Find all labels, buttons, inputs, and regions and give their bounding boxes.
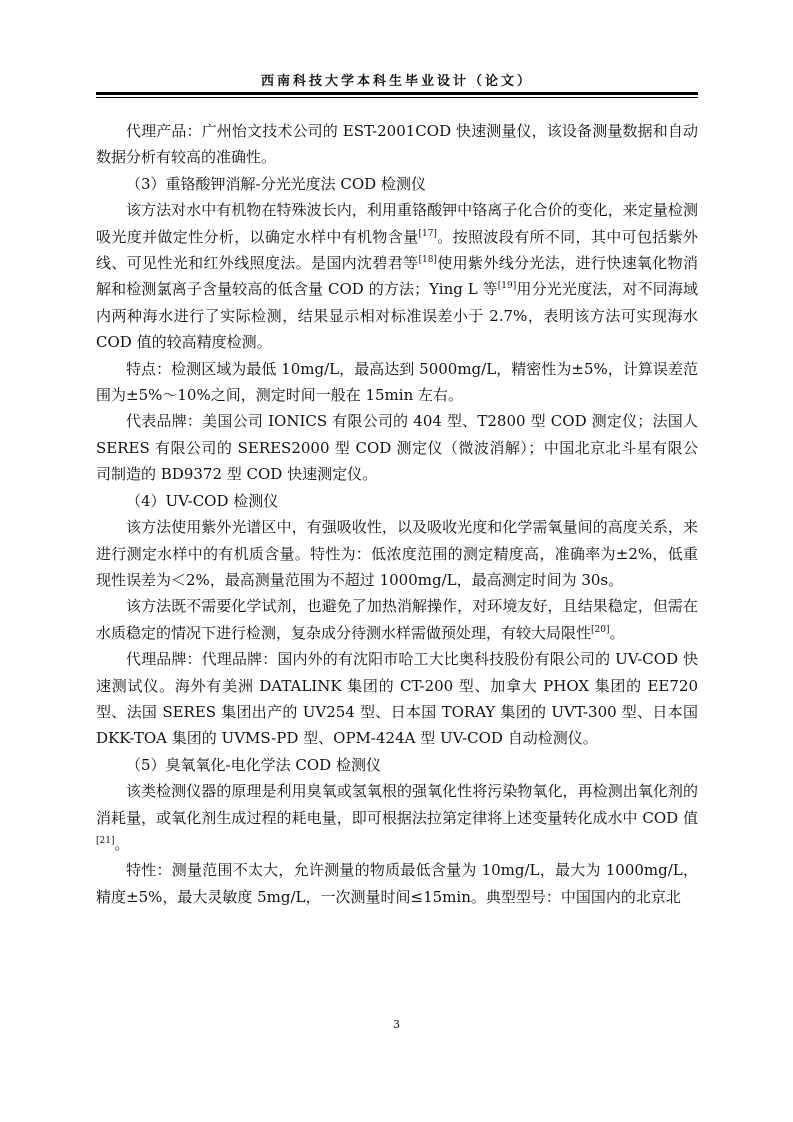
- text-run: 代理品牌：代理品牌：国内外的有沈阳市哈工大比奥科技股份有限公司的 UV-COD 快速测试仪。海外有美洲 DATALINK 集团的 CT-200 型、加拿大 PHOX 集团的 EE720 型、法国 SERES 集团出产的 UV254 型、日本国 TORAY 集团的 UVT-300 型、日本国 DKK-TOA 集团的 UVMS-PD 型、OPM-424A 型 UV-COD 自动检测仪。: [96, 650, 698, 748]
- citation-ref: [18]: [418, 255, 437, 266]
- paragraph: [96, 514, 698, 593]
- text-run: 。: [114, 834, 130, 853]
- text-run: 该方法既不需要化学试剂，也避免了加热消解操作，对环境友好，且结果稳定，但需在水质稳定的情况下进行检测，复杂成分待测水样需做预处理，有较大局限性: [96, 597, 698, 642]
- header-rule-thin: [96, 97, 698, 98]
- text-run: 。按照波段有所不同，其中可包括紫外线、可见性光和红外线照度法。是国内沈碧君等: [96, 227, 698, 273]
- paragraph: [96, 593, 698, 646]
- text-run: 。: [609, 623, 625, 642]
- text-run: 代表品牌：美国公司 IONICS 有限公司的 404 型、T2800 型 COD 测定仪；法国人 SERES 有限公司的 SERES2000 型 COD 测定仪（微波消解）；中国北京北斗星有限公司制造的 BD9372 型 COD 快速测定仪。: [96, 412, 698, 484]
- paragraph: [96, 118, 698, 171]
- section-heading: [96, 752, 698, 778]
- text-run: （4）UV-COD 检测仪: [126, 491, 279, 510]
- paragraph: [96, 408, 698, 487]
- citation-ref: [19]: [497, 281, 517, 292]
- body-text: [96, 118, 698, 910]
- text-run: 特性：测量范围不太大，允许测量的物质最低含量为 10mg/L，最大为 1000mg/L，精度±5%，最大灵敏度 5mg/L，一次测量时间≤15min。典型型号：中国国内的北京北: [96, 861, 698, 906]
- citation-ref: [21]: [96, 835, 115, 846]
- paragraph: [96, 646, 698, 752]
- text-run: 用分光光度法，对不同海域内两种海水进行了实际检测，结果显示相对标准误差小于 2.7%，表明该方法可实现海水 COD 值的较高精度检测。: [96, 280, 698, 352]
- text-run: 该类检测仪器的原理是利用臭氧或氢氧根的强氧化性将污染物氧化，再检测出氧化剂的消耗量，或氧化剂生成过程的耗电量，即可根据法拉第定律将上述变量转化成水中 COD 值: [96, 782, 698, 827]
- paragraph: [96, 197, 698, 355]
- text-run: 该方法使用紫外光谱区中，有强吸收性，以及吸收光度和化学需氧量间的高度关系，来进行测定水样中的有机质含量。特性为：低浓度范围的测定精度高，准确率为±2%，低重现性误差为＜2%，最高测量范围为不超过 1000mg/L，最高测定时间为 30s。: [96, 518, 698, 589]
- text-run: 代理产品：广州怡文技术公司的 EST-2001COD 快速测量仪，该设备测量数据和自动数据分析有较高的准确性。: [96, 122, 698, 167]
- page-number: 3: [393, 1018, 400, 1031]
- text-run: 特点：检测区域为最低 10mg/L，最高达到 5000mg/L，精密性为±5%，计算误差范围为±5%～10%之间，测定时间一般在 15min 左右。: [96, 359, 698, 405]
- section-heading: [96, 488, 698, 514]
- text-run: 使用紫外线分光法，进行快速氧化物消解和检测氯离子含量较高的低含量 COD 的方法；Ying L 等: [96, 254, 698, 299]
- citation-ref: [17]: [418, 228, 437, 239]
- running-header: 西南科技大学本科生毕业设计（论文）: [260, 74, 533, 89]
- citation-ref: [20]: [591, 624, 610, 635]
- text-run: 该方法对水中有机物在特殊波长内，利用重铬酸钾中铬离子化合价的变化，来定量检测吸光度并做定性分析，以确定水样中有机物含量: [96, 201, 698, 246]
- paragraph: [96, 778, 698, 857]
- paragraph: [96, 356, 698, 409]
- text-run: （3）重铬酸钾消解-分光光度法 COD 检测仪: [126, 174, 426, 193]
- header-rule-thick: [96, 92, 698, 95]
- text-run: （5）臭氧氧化-电化学法 COD 检测仪: [126, 755, 381, 774]
- paragraph: [96, 857, 698, 910]
- section-heading: [96, 171, 698, 197]
